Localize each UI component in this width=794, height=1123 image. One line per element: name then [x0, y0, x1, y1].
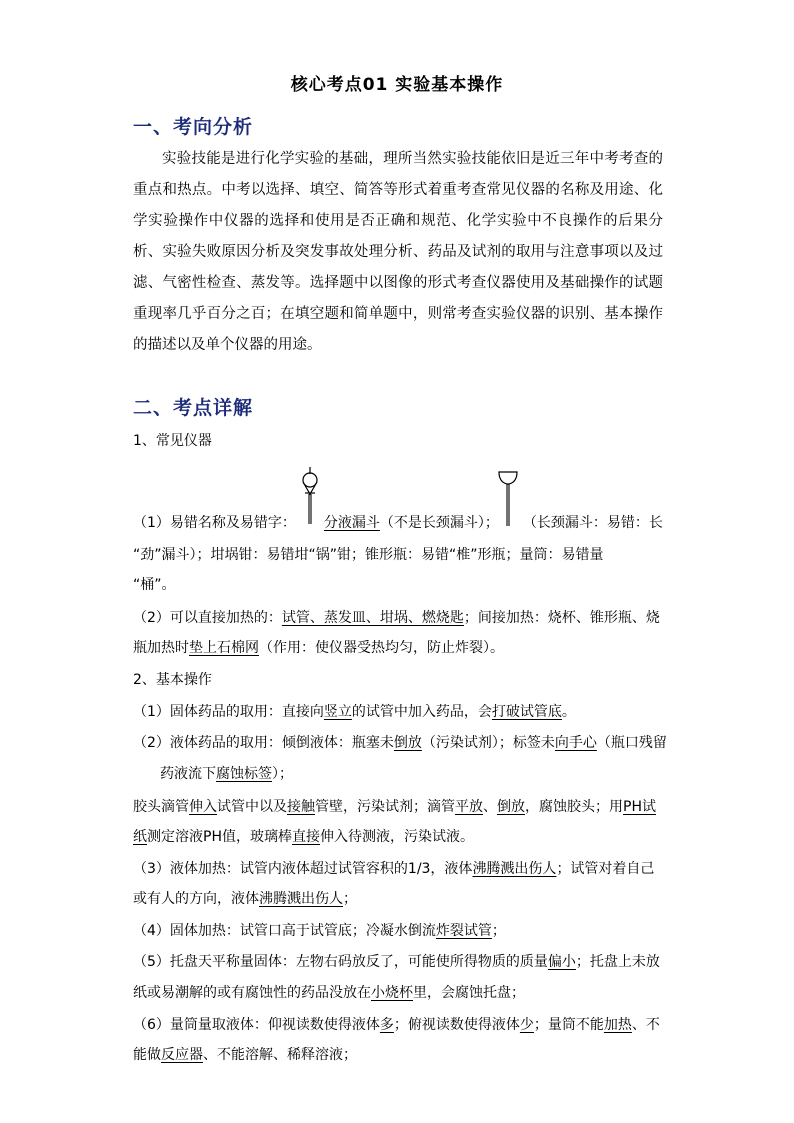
- operation-line-9: （5）托盘天平称量固体：左物右码放反了，可能使所得物质的质量偏小；托盘上未放: [133, 954, 660, 970]
- operation-line-10: 纸或易潮解的或有腐蚀性的药品没放在小烧杯里，会腐蚀托盘；: [133, 985, 525, 1001]
- instrument-line-5: 瓶加热时垫上石棉网（作用：使仪器受热均匀，防止炸裂）。: [133, 640, 504, 656]
- operation-line-2: （2）液体药品的取用：倾倒液体：瓶塞未倒放（污染试剂）；标签未向手心（瓶口残留: [133, 735, 667, 751]
- subheading-basic-operations: 2、基本操作: [133, 672, 212, 688]
- operation-line-1: （1）固体药品的取用：直接向竖立的试管中加入药品，会打破试管底。: [133, 704, 576, 720]
- section-heading-analysis: 一、考向分析: [133, 116, 254, 138]
- operation-line-5: 纸测定溶液PH值，玻璃棒直接伸入待测液，污染试液。: [133, 829, 474, 845]
- operation-line-7: 或有人的方向，液体沸腾溅出伤人；: [133, 891, 357, 907]
- section-heading-details: 二、考点详解: [133, 397, 254, 419]
- instrument-line-1: （1）易错名称及易错字： 分液漏斗（不是长颈漏斗）； （长颈漏斗：易错：长: [133, 515, 663, 531]
- operation-line-6: （3）液体加热：试管内液体超过试管容积的1/3，液体沸腾溅出伤人；试管对着自己: [133, 861, 655, 877]
- subheading-common-instruments: 1、常见仪器: [133, 433, 212, 449]
- operation-line-3: 药液流下腐蚀标签）；: [160, 766, 293, 782]
- operation-line-4: 胶头滴管伸入试管中以及接触管壁，污染试剂；滴管平放、倒放，腐蚀胶头；用PH试: [133, 799, 656, 815]
- operation-line-11: （6）量筒量取液体：仰视读数使得液体多；俯视读数使得液体少；量筒不能加热、不: [133, 1017, 660, 1033]
- instrument-line-4: （2）可以直接加热的：试管、蒸发皿、坩埚、燃烧匙；间接加热：烧杯、锥形瓶、烧: [133, 610, 660, 626]
- analysis-paragraph: 实验技能是进行化学实验的基础，理所当然实验技能依旧是近三年中考考查的重点和热点。中考以选择、填空、简答等形式着重考查常见仪器的名称及用途、化学实验操作中仪器的选择和使用是否正确和规范、化学实验中不良操作的后果分析、实验失败原因分析及突发事故处理分析、药品及试剂的取用与注意事项以及过滤、气密性检查、蒸发等。选择题中以图像的形式考查仪器使用及基础操作的试题重现率几乎百分之百；在填空题和简单题中，则常考查实验仪器的识别、基本操作的描述以及单个仪器的用途。: [133, 151, 663, 353]
- operation-line-12: 能做反应器、不能溶解、稀释溶液；: [133, 1047, 357, 1063]
- instrument-line-2: “劲”漏斗）；坩埚钳：易错坩“锅”钳；锥形瓶：易错“椎”形瓶；量筒：易错量: [133, 547, 604, 563]
- operation-line-8: （4）固体加热：试管口高于试管底；冷凝水倒流炸裂试管；: [133, 923, 506, 939]
- instrument-line-3: “桶”。: [133, 577, 176, 593]
- page-title: 核心考点01 实验基本操作: [290, 75, 504, 95]
